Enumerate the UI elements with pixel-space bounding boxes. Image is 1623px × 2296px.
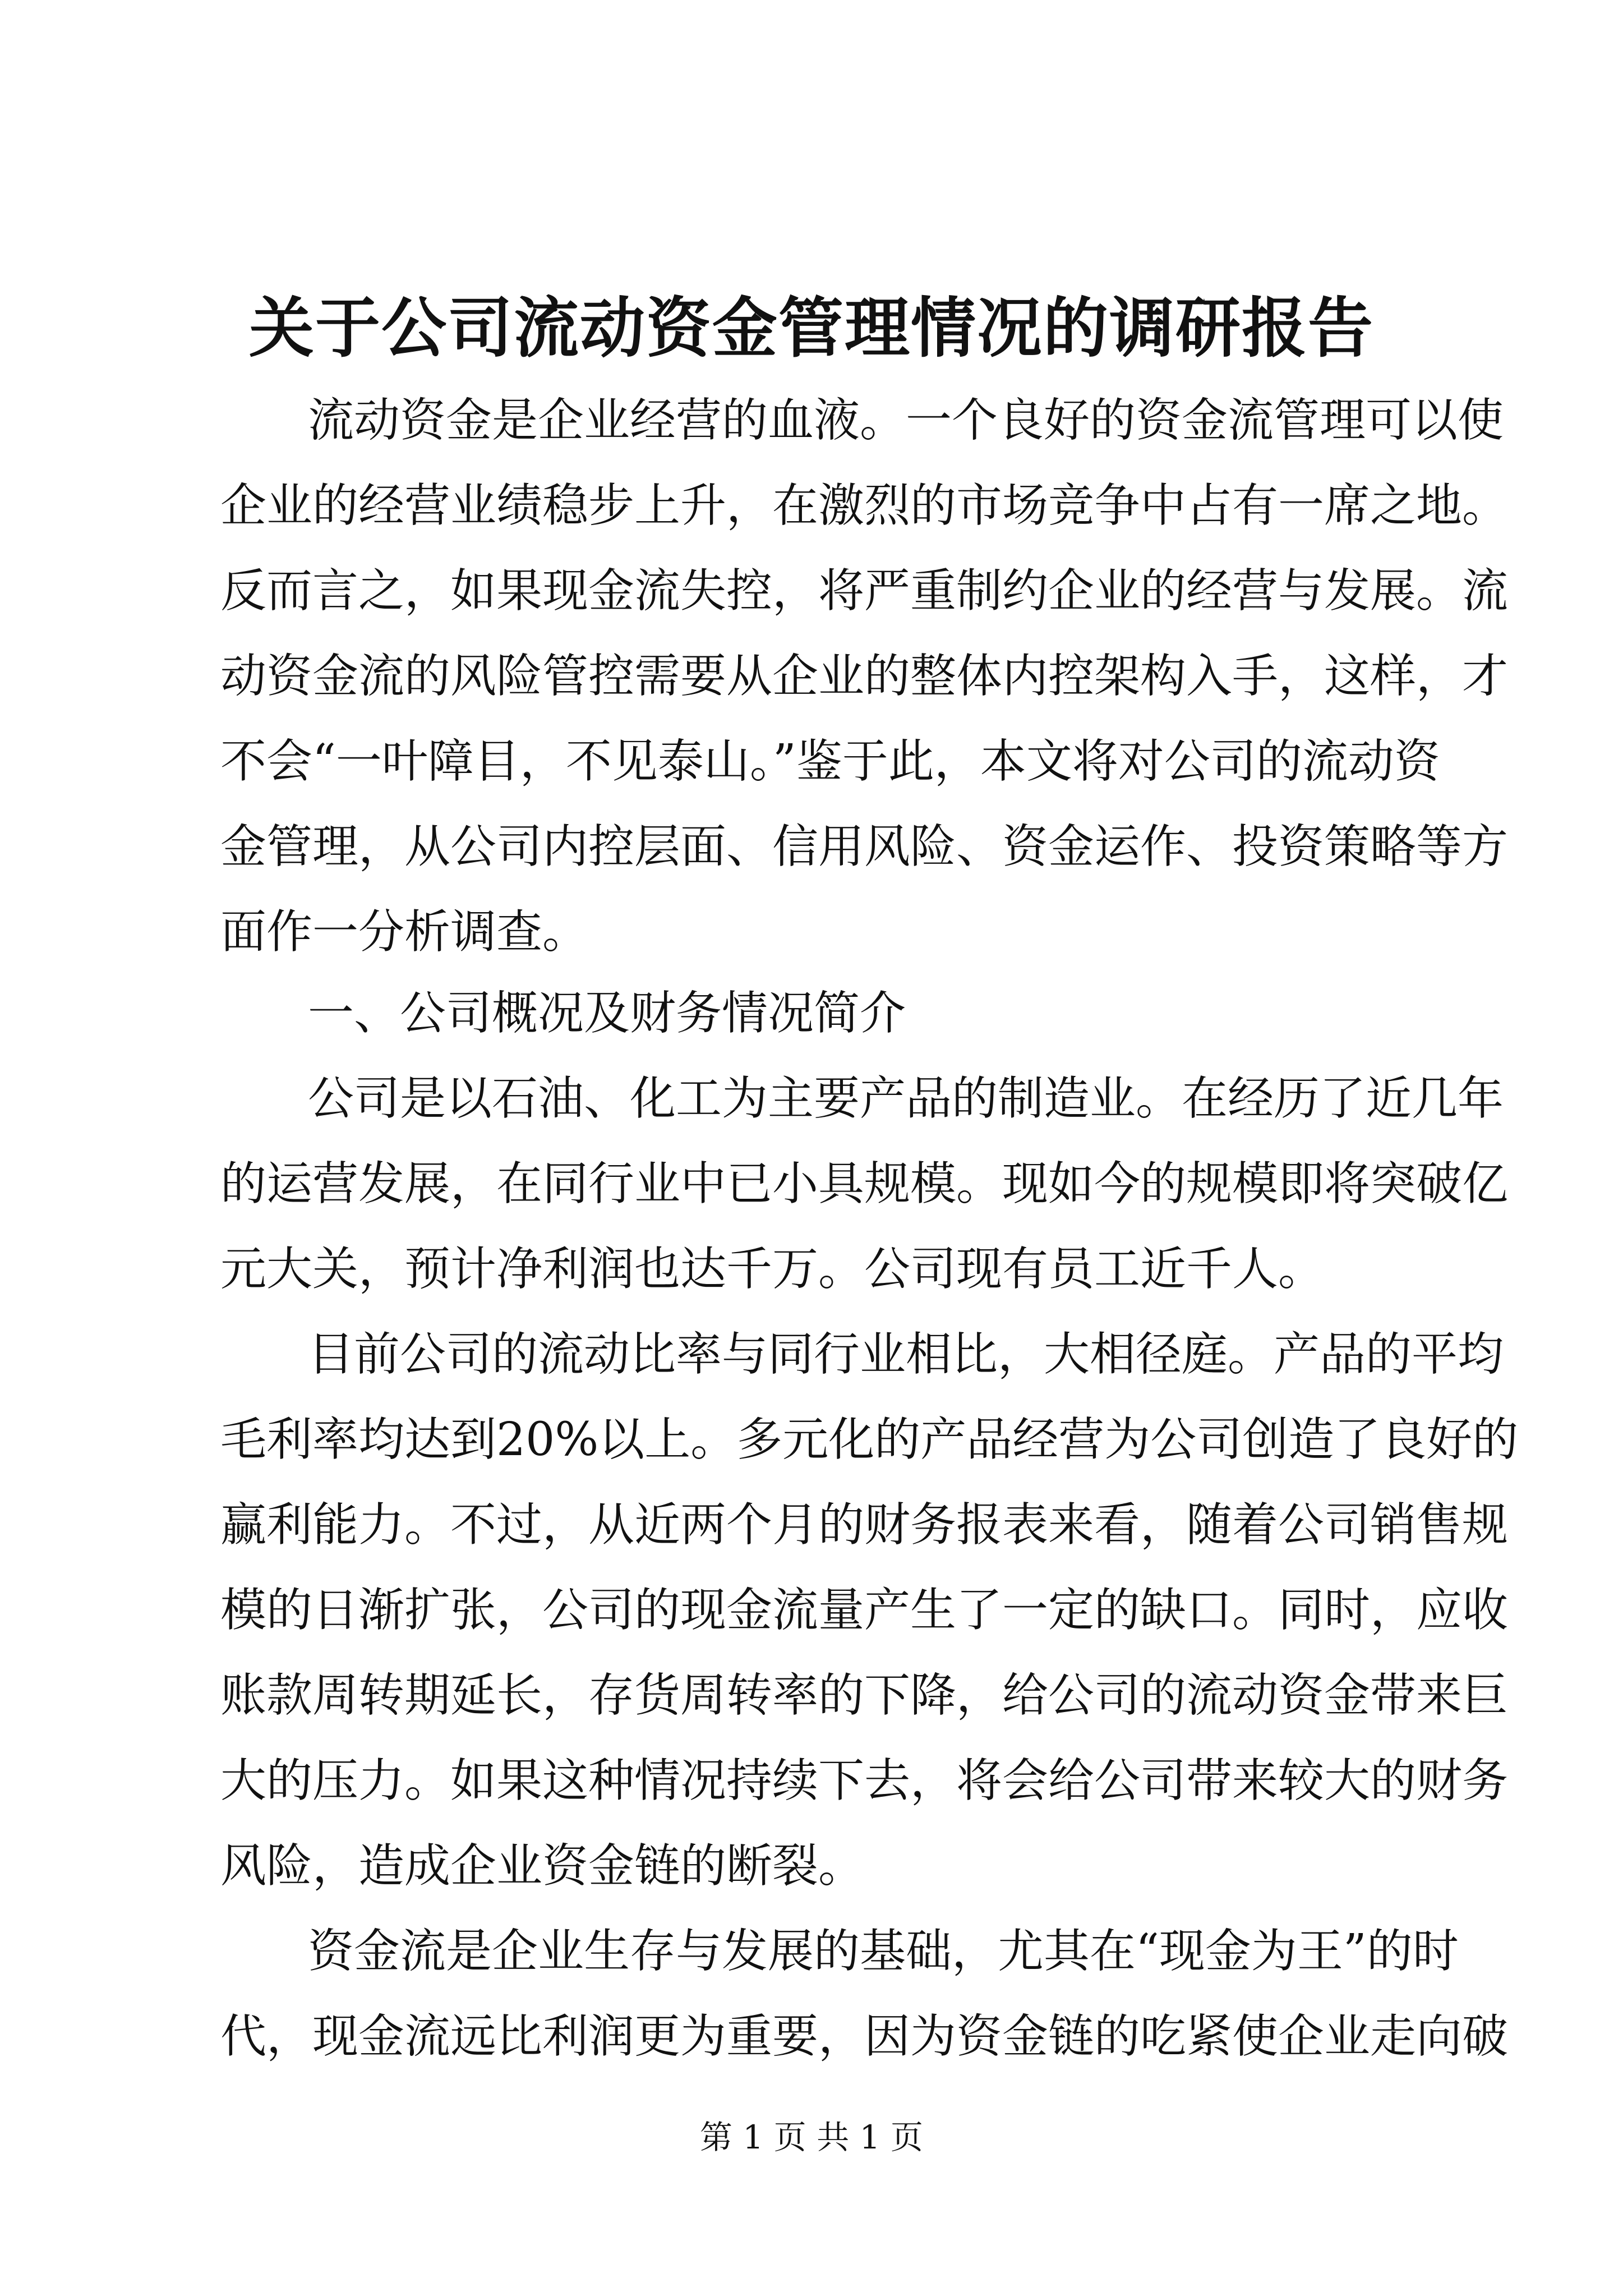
body-line: 金管理，从公司内控层面、信用风险、资金运作、投资策略等方: [220, 820, 1509, 873]
body-line: 面作一分析调查。: [220, 905, 589, 959]
section-heading: 一、公司概况及财务情况简介: [308, 987, 906, 1040]
body-line: 赢利能力。不过，从近两个月的财务报表来看，随着公司销售规: [220, 1498, 1509, 1552]
body-line: 账款周转期延长，存货周转率的下降，给公司的流动资金带来巨: [220, 1669, 1509, 1722]
body-line: 的运营发展，在同行业中已小具规模。现如今的规模即将突破亿: [220, 1157, 1509, 1211]
body-line: 模的日渐扩张，公司的现金流量产生了一定的缺口。同时，应收: [220, 1584, 1509, 1637]
body-line: 元大关，预计净利润也达千万。公司现有员工近千人。: [220, 1243, 1325, 1296]
body-line: 企业的经营业绩稳步上升，在激烈的市场竞争中占有一席之地。: [220, 479, 1509, 532]
body-line: 动资金流的风险管控需要从企业的整体内控架构入手，这样，才: [220, 650, 1509, 703]
page-number: 第 1 页 共 1 页: [700, 2118, 923, 2156]
body-line: 毛利率均达到20%以上。多元化的产品经营为公司创造了良好的: [220, 1413, 1519, 1466]
body-line: 流动资金是企业经营的血液。一个良好的资金流管理可以使: [308, 394, 1504, 447]
body-line: 反而言之，如果现金流失控，将严重制约企业的经营与发展。流: [220, 564, 1509, 618]
document-title: 关于公司流动资金管理情况的调研报告: [249, 290, 1374, 366]
body-line: 代，现金流远比利润更为重要，因为资金链的吃紧使企业走向破: [220, 2010, 1509, 2063]
body-line: 公司是以石油、化工为主要产品的制造业。在经历了近几年: [308, 1072, 1504, 1125]
body-line: 资金流是企业生存与发展的基础，尤其在“现金为王”的时: [308, 1925, 1459, 1978]
body-line: 目前公司的流动比率与同行业相比，大相径庭。产品的平均: [308, 1328, 1504, 1381]
body-line: 不会“一叶障目，不见泰山。”鉴于此，本文将对公司的流动资: [220, 735, 1440, 788]
body-line: 大的压力。如果这种情况持续下去，将会给公司带来较大的财务: [220, 1754, 1509, 1807]
body-line: 风险，造成企业资金链的断裂。: [220, 1839, 865, 1893]
